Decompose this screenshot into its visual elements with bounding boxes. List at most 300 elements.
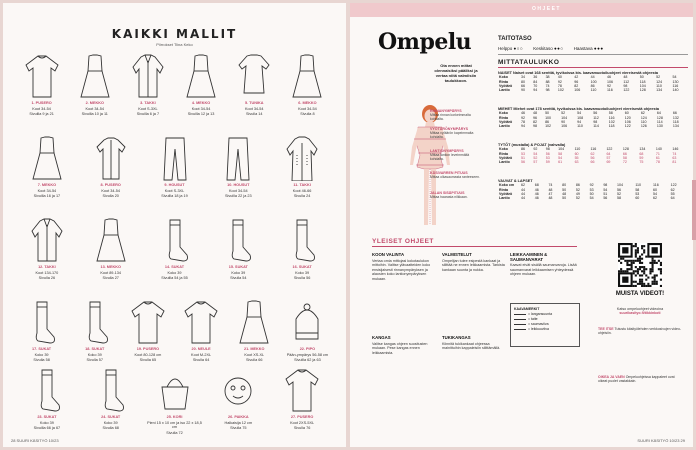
table-cell: 92 (533, 147, 538, 152)
instruction-section (510, 250, 580, 277)
table-cell: 58 (558, 151, 563, 156)
model-pages: Sivuilla 66 ja 67 (33, 426, 61, 431)
table-cell: 116 (652, 183, 659, 188)
annotation-text: Mittaa rinnan korkeimmalta kohdalta. (430, 113, 471, 121)
model-pages: Sivulla 26 (38, 276, 56, 281)
model-card[interactable] (120, 299, 176, 377)
side-note-text: Ompeluohjeissa kappaleet ovat oikeat puolet vastakkain. (598, 375, 675, 384)
table-cell: 80 (562, 183, 567, 188)
section-header-bar (350, 3, 693, 17)
table-cell: 54 (533, 151, 538, 156)
model-card[interactable] (14, 53, 70, 131)
table-cell: 63 (574, 160, 579, 165)
table-cell: 50 (545, 111, 550, 116)
table-cell: 88 (545, 79, 550, 84)
model-size: Koot 89-134 (100, 270, 122, 275)
table-cell: 56 (590, 155, 595, 160)
sweater-icon (24, 53, 60, 99)
table-cell: 52 (575, 196, 580, 201)
table-cell: 120 (624, 115, 631, 120)
table-cell: 54 (589, 196, 594, 201)
table-cell: 63 (672, 155, 677, 160)
table-cell: 122 (670, 183, 677, 188)
shirt-icon (93, 135, 129, 181)
table-cell: 52 (575, 187, 580, 192)
model-size: Koot 134-170 (35, 270, 59, 275)
line-sample-icon (514, 314, 526, 315)
model-size: Koot M-2XL (191, 352, 212, 357)
model-number: 27. PUSERO (290, 415, 314, 419)
model-card[interactable] (83, 217, 139, 295)
table-cell: 50 (589, 191, 594, 196)
model-number: 25. KORI (166, 415, 183, 419)
model-pages: Sivulla 75 (230, 426, 247, 431)
annotation-text: Mittaa vyötärön kapeimmalta kohdalta. (430, 131, 474, 139)
table-cell: 96 (533, 115, 538, 120)
table-cell: 122 (606, 147, 613, 152)
table-cell: 60 (635, 196, 640, 201)
table-cell: 98 (533, 124, 538, 129)
model-size: Koot S-3XL (164, 188, 185, 193)
model-number: 13. MEKKO (100, 265, 121, 269)
model-card[interactable] (147, 135, 203, 213)
model-pages: Sivulla 64 (192, 358, 210, 363)
table-cell: 48 (548, 187, 553, 192)
model-card[interactable] (83, 367, 139, 445)
model-number: 4. MEKKO (191, 101, 211, 105)
model-number: 15. SUKAT (228, 265, 248, 269)
table-cell: 112 (593, 115, 599, 120)
table-cell: 104 (617, 183, 624, 188)
body-measurement-figure (380, 103, 480, 233)
table-cell: 86 (521, 147, 525, 152)
table-cell: 106 (624, 119, 631, 124)
table-cell: 46 (534, 191, 539, 196)
annotation-title: RINNANYMPÄRYS (430, 109, 462, 113)
model-number: 26. PAIKKA (227, 415, 249, 419)
table-header: TYTÖT (mustalla) & POJAT (vahvalla) (498, 143, 566, 147)
model-pages: Sivuilla 18 ja 19 (161, 194, 188, 199)
table-row (498, 160, 688, 164)
table-cell: 124 (656, 79, 663, 84)
row-key: Vyötärö (499, 155, 513, 160)
difficulty-level (533, 46, 563, 51)
table-cell: 94 (577, 119, 582, 124)
table-cell: 134 (639, 147, 646, 152)
table-cell: 64 (606, 151, 611, 156)
sweater-icon (284, 367, 320, 413)
side-note-title: OIKEA JA VAEN (598, 375, 625, 379)
jacket-icon (29, 217, 65, 263)
difficulty-dots-icon: ●○○ (513, 46, 524, 51)
model-card[interactable] (120, 53, 176, 131)
table-cell: 52 (656, 75, 661, 80)
model-size: Koot 34-54 (191, 106, 211, 111)
model-size: Koot 34-54 (37, 188, 57, 193)
section-heading: TUKIKANGAS (442, 335, 471, 340)
model-card[interactable] (19, 367, 75, 445)
model-pages: Sivuilla 9 ja 21 (29, 112, 54, 117)
table-cell: 110 (656, 83, 662, 88)
table-cell: 82 (533, 119, 538, 124)
legend-text: = leikkuuviiva (528, 327, 549, 331)
line-sample-icon (514, 329, 526, 330)
model-size: Koot 34-54 (229, 188, 248, 193)
model-card[interactable] (274, 367, 330, 445)
table-cell: 132 (672, 115, 679, 120)
model-size: Koko 39 (295, 270, 310, 275)
table-cell: 146 (672, 147, 679, 152)
table-cell: 118 (608, 124, 615, 129)
table-cell: 58 (622, 155, 627, 160)
table-cell: 60 (574, 151, 579, 156)
dress-icon (289, 53, 325, 99)
table-cell: 69 (606, 160, 611, 165)
legend-text: = saumaviiva (528, 322, 549, 326)
measurement-table (498, 143, 688, 164)
table-cell: 54 (652, 191, 657, 196)
table-cell: 57 (606, 155, 611, 160)
table-cell: 110 (640, 119, 647, 124)
table-cell: 50 (639, 75, 644, 80)
model-number: 3. TAKKI (140, 101, 156, 105)
jacket-icon (130, 53, 166, 99)
measurement-table (498, 179, 688, 200)
difficulty-label: Helppo (498, 46, 513, 51)
line-sample-icon (514, 324, 526, 325)
patch-icon (220, 367, 256, 413)
side-note-title: TEE ITSE (598, 327, 614, 331)
model-size: Koot XS-XL (244, 352, 265, 357)
intro-note: Ota ennen mittat olennaisiksi pääliksi ja vertaa niitä valmiisiin taulukkoon. (434, 63, 478, 83)
table-cell: 59 (639, 155, 644, 160)
model-size: Koot 34-54 (298, 106, 317, 111)
table-cell: 92 (521, 115, 525, 120)
model-pages: Sivulla 65 (139, 358, 157, 363)
page-title: KAIKKI MALLIT (111, 27, 238, 41)
row-key: Rinta (499, 79, 508, 84)
annotation-title: VYÖTÄRÖNYMPÄRYS (430, 127, 469, 131)
model-size: Koko 39 (231, 270, 246, 275)
divider (498, 54, 688, 55)
table-cell: 78 (521, 119, 525, 124)
table-cell: 53 (521, 151, 525, 156)
pants-icon (220, 135, 256, 181)
model-pages: Sivulla 20 (102, 194, 119, 199)
table-cell: 46 (606, 75, 611, 80)
table-cell: 82 (574, 83, 579, 88)
sock-icon (284, 217, 320, 263)
legend-items (514, 312, 576, 332)
sock-icon (157, 217, 193, 263)
table-cell: 66 (590, 160, 595, 165)
model-card[interactable] (279, 299, 335, 377)
model-size: Koko 39 (39, 420, 54, 425)
table-cell: 66 (672, 111, 677, 116)
model-size: Koot 34-54 (85, 106, 105, 111)
table-cell: 80 (521, 79, 525, 84)
table-cell: 38 (545, 75, 550, 80)
table-cell: 130 (672, 79, 679, 84)
model-size: Koot 34-54 (32, 106, 51, 111)
table-cell: 118 (639, 79, 646, 84)
table-cell: 34 (521, 75, 525, 80)
table-cell: 72 (622, 160, 627, 165)
dress-icon (183, 53, 219, 99)
model-pages: Sivulla 68 (102, 426, 119, 431)
model-pages: Sivulla 58 (33, 358, 50, 363)
model-card[interactable] (14, 299, 70, 377)
row-key: Lantio (499, 88, 510, 93)
figure-annotation (430, 109, 480, 121)
table-header: NAISET Naiset ovat 168 senttiä, tyvikoissa kts. kaavamuotoiluohjeet viereisestä ohjeesta (498, 71, 658, 75)
model-card[interactable] (279, 53, 335, 131)
sock-icon (29, 367, 65, 413)
tunic-icon (236, 53, 272, 99)
table-cell: 98 (545, 147, 550, 152)
model-card[interactable] (226, 53, 282, 131)
model-number: 12. TAKKI (38, 265, 56, 269)
model-card[interactable] (210, 135, 266, 213)
table-cell: 118 (672, 119, 679, 124)
table-cell: 36 (533, 75, 538, 80)
table-cell: 44 (521, 196, 525, 201)
table-cell: 112 (623, 79, 630, 84)
figure-annotation (430, 127, 480, 139)
section-heading: VALMISTELUT (442, 252, 472, 257)
basket-icon (157, 367, 193, 413)
qr-code-icon[interactable] (618, 243, 662, 287)
table-cell: 81 (672, 160, 677, 165)
model-pages: Sivulla 14 (246, 112, 263, 117)
table-cell: 71 (655, 151, 660, 156)
table-cell: 62 (640, 111, 645, 116)
table-cell: 54 (577, 111, 582, 116)
model-card[interactable] (19, 135, 75, 213)
difficulty-dots-icon: ●●● (593, 46, 604, 51)
model-card[interactable] (274, 135, 330, 213)
table-cell: 47 (548, 191, 553, 196)
model-card[interactable] (147, 217, 203, 295)
table-cell: 94 (533, 88, 538, 93)
sock-icon (220, 217, 256, 263)
table-cell: 126 (640, 124, 647, 129)
model-number: 2. MEKKO (85, 101, 104, 105)
table-cell: 53 (635, 191, 640, 196)
right-page (350, 3, 693, 447)
table-cell: 98 (623, 83, 628, 88)
table-cell: 102 (557, 88, 564, 93)
sweater-icon (183, 299, 219, 345)
sock-icon (24, 299, 60, 345)
table-cell: 102 (545, 124, 552, 129)
model-number: 11. TAKKI (293, 183, 311, 187)
table-cell: 50 (562, 187, 567, 192)
model-pages: Sivuilla 12 ja 13 (187, 112, 215, 117)
annotation-text: Mittaa olkasaumasta ranteeseen. (430, 175, 480, 179)
model-number: 16. SUKAT (292, 265, 312, 269)
table-cell: 56 (545, 151, 550, 156)
table-row (498, 124, 688, 128)
model-number: 20. NEULE (191, 347, 211, 351)
row-key: Lantio (499, 160, 510, 165)
model-pages: Sivuilla 22 ja 23 (224, 194, 252, 199)
model-card[interactable] (147, 367, 203, 445)
model-card[interactable] (173, 53, 229, 131)
table-cell: 54 (558, 155, 563, 160)
row-key: Vyötärö (499, 119, 513, 124)
model-number: 19. PUSERO (136, 347, 160, 351)
model-number: 14. SUKAT (164, 265, 185, 269)
table-cell: 66 (521, 83, 525, 88)
model-size: Koko 39 (167, 270, 182, 275)
table-cell: 68 (639, 151, 644, 156)
model-pages: Sivuilla 62 ja 63 (294, 358, 321, 363)
table-cell: 124 (640, 115, 647, 120)
article-title: Ompelu (378, 29, 472, 55)
row-key: Koko (499, 111, 508, 116)
table-cell: 86 (545, 119, 550, 124)
measurement-table (498, 107, 688, 128)
table-cell: 70 (533, 83, 538, 88)
table-cell: 46 (521, 111, 525, 116)
model-number: 8. PUSERO (100, 183, 121, 187)
model-card[interactable] (274, 217, 330, 295)
table-cell: 56 (603, 196, 608, 201)
table-cell: 62 (652, 196, 657, 201)
table-cell: 130 (656, 124, 663, 129)
page-folio-left: 28 SUURI KÄSITYÖ 10/23 (11, 438, 59, 443)
side-note (598, 327, 682, 336)
model-size: Pieni 15 x 10 cm ja iso 22 x 18,5 cm (147, 420, 202, 430)
legend-title: KAAVAMERKIT (514, 307, 540, 311)
pants-icon (157, 135, 193, 181)
table-cell: 104 (558, 147, 565, 152)
annotation-title: JALAN SISÄPITUUS (430, 191, 465, 195)
model-size: Koot 34-54 (244, 106, 264, 111)
table-cell: 128 (639, 88, 646, 93)
section-heading: KOON VALINTA (372, 252, 405, 257)
sweater-icon (130, 299, 166, 345)
model-size: Pään-ympärys 56-58 cm (286, 352, 329, 357)
table-cell: 42 (574, 75, 579, 80)
table-row (498, 196, 688, 200)
table-cell: 102 (608, 119, 615, 124)
page-folio-right: SUURI KÄSITYÖ 10/23 29 (637, 438, 685, 443)
annotation-title: KÄSIVARREN PITUUS (430, 171, 468, 175)
table-cell: 134 (672, 124, 679, 129)
row-key: Lantio (499, 196, 510, 201)
model-card[interactable] (173, 299, 229, 377)
instruction-section (372, 250, 436, 282)
model-number: 23. SUKAT (37, 415, 57, 419)
model-size: Koko 39 (103, 420, 118, 425)
table-cell: 110 (635, 183, 642, 188)
side-note-text: Tutustu käsityölehden verkkosivujen video-ohjeisiin. (598, 327, 682, 336)
table-cell: 56 (593, 111, 598, 116)
difficulty-dots-icon: ●●○ (553, 46, 564, 51)
table-cell: 96 (574, 79, 579, 84)
videos-callout-title: MUISTA VIDEOT! (615, 291, 665, 297)
model-number: 18. SUKAT (85, 347, 105, 351)
table-cell: 116 (590, 147, 597, 152)
table-cell: 128 (656, 115, 663, 120)
table-cell: 134 (656, 88, 663, 93)
model-pages: Sivulla 54 (230, 276, 247, 281)
table-cell: 48 (533, 111, 538, 116)
model-card[interactable] (67, 299, 123, 377)
table-cell: 66 (622, 151, 627, 156)
model-number: 22. PIPO (299, 347, 316, 351)
model-size: Koko 39 (87, 352, 102, 357)
table-cell: 78 (655, 160, 660, 165)
difficulty-label: Keskitaso (533, 46, 553, 51)
measurement-table (498, 71, 688, 92)
figure-annotation (430, 171, 480, 179)
table-cell: 122 (623, 88, 630, 93)
model-pages: Sivuilla 10 ja 11 (81, 112, 108, 117)
table-cell: 40 (557, 75, 562, 80)
model-card[interactable] (19, 217, 75, 295)
table-cell: 62 (521, 183, 525, 188)
legend-text: = taite (528, 317, 538, 321)
annotation-text: Mittaa haarasta nilkkaan. (430, 195, 468, 199)
row-key: Lantio (499, 124, 510, 129)
videos-callout-text: Katso ompeluohjeet videoina (616, 307, 664, 311)
table-cell: 90 (561, 119, 566, 124)
model-pages: Sivuilla 16 ja 17 (33, 194, 61, 199)
model-number: 17. SUKAT (32, 347, 52, 351)
table-cell: 128 (622, 147, 629, 152)
table-cell: 78 (557, 83, 562, 88)
table-cell: 54 (672, 75, 677, 80)
table-cell: 140 (655, 147, 662, 152)
table-cell: 92 (557, 79, 562, 84)
table-cell: 92 (589, 183, 594, 188)
model-size: Koot 34-54 (101, 188, 120, 193)
table-cell: 44 (590, 75, 595, 80)
model-card[interactable] (226, 299, 282, 377)
table-cell: 59 (545, 160, 550, 165)
divider (498, 67, 688, 68)
dress-icon (93, 217, 129, 263)
row-key: Rinta (499, 151, 508, 156)
row-key: Rinta (499, 115, 508, 120)
page-edge-tab (692, 180, 696, 240)
table-cell: 52 (561, 111, 566, 116)
difficulty-level (498, 46, 523, 51)
model-card[interactable] (210, 217, 266, 295)
table-cell: 108 (577, 115, 584, 120)
dress-icon (29, 135, 65, 181)
table-cell: 64 (670, 196, 675, 201)
table-cell: 98 (593, 119, 598, 124)
model-card[interactable] (67, 53, 123, 131)
table-cell: 116 (606, 88, 613, 93)
coat-icon (284, 135, 320, 181)
table-cell: 86 (575, 183, 580, 188)
table-header: VAUVAT & LAPSET (498, 179, 533, 183)
table-cell: 75 (639, 160, 644, 165)
videos-link[interactable]: suurikasityo.fi/tikkinkoti (619, 311, 661, 316)
model-card[interactable] (83, 135, 139, 213)
model-card[interactable] (210, 367, 266, 445)
instruction-section (442, 333, 506, 351)
table-cell: 110 (590, 88, 597, 93)
row-key: Vyötärö (499, 191, 513, 196)
table-cell: 98 (545, 88, 550, 93)
table-cell: 106 (606, 79, 613, 84)
